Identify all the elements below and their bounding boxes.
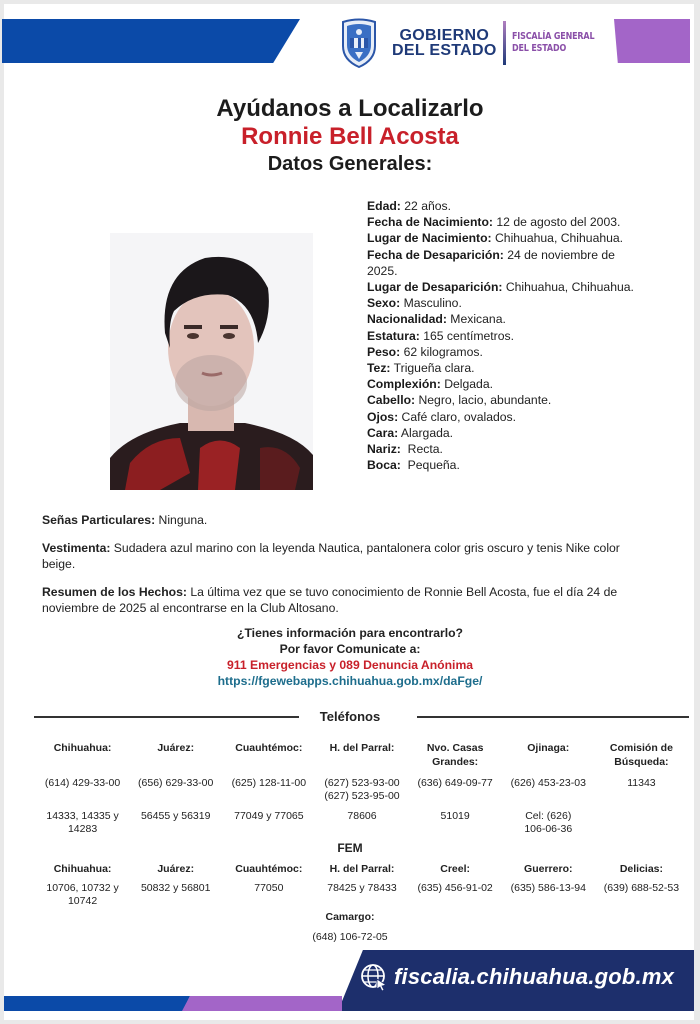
report-url-link[interactable]: https://fgewebapps.chihuahua.gob.mx/daFge/: [217, 674, 483, 688]
fem-header: Chihuahua:: [53, 863, 112, 875]
detail-value: Alargada.: [398, 425, 454, 440]
state-shield-icon: [340, 18, 378, 68]
detail-complexion-tone: [367, 360, 642, 376]
distinguishing-marks: [42, 512, 642, 528]
resumen-label: Resumen de los Hechos:: [42, 585, 187, 599]
detail-value: Masculino.: [400, 296, 462, 311]
detail-disappearance-place: [367, 279, 642, 295]
detail-value: Negro, lacio, abundante.: [415, 393, 552, 408]
header-purple-band: [614, 19, 690, 63]
senas-value: Ninguna.: [155, 513, 208, 527]
page-title: Ayúdanos a Localizarlo: [216, 95, 484, 122]
senas-label: Señas Particulares:: [42, 513, 156, 527]
detail-label: Cabello:: [367, 393, 416, 408]
phone-cell: (614) 429-33-00: [44, 777, 121, 789]
emergency-numbers: 911 Emergencias y 089 Denuncia Anónima: [226, 658, 474, 672]
detail-value: 24 de noviembre de 2025.: [367, 247, 615, 278]
detail-height: [367, 328, 642, 344]
detail-sex: [367, 295, 642, 311]
extension-cell: 56455 y 56319: [140, 810, 211, 822]
gobierno-wordmark: [392, 28, 497, 58]
extension-cell: Cel: (626) 106-06-36: [524, 810, 573, 835]
government-logo: [340, 18, 615, 68]
fem-header: H. del Parral:: [329, 863, 395, 875]
fem-cell: 10706, 10732 y 10742: [46, 882, 119, 907]
camargo-label: Camargo:: [325, 911, 375, 923]
logo-divider: [503, 21, 506, 65]
phone-cell: (656) 629-33-00: [138, 777, 214, 789]
agency-line1: FISCALÍA GENERAL: [511, 31, 595, 42]
phones-table-row: [36, 810, 688, 836]
person-photo: [110, 233, 313, 490]
detail-label: Ojos:: [367, 409, 399, 424]
detail-birthplace: [367, 230, 642, 246]
phones-header: H. del Parral:: [329, 742, 395, 754]
fem-cell: (639) 688-52-53: [603, 882, 680, 894]
detail-label: Edad:: [367, 199, 401, 213]
detail-hair: [367, 392, 642, 408]
globe-cursor-icon: [360, 963, 388, 991]
fem-cell: 50832 y 56801: [140, 882, 211, 894]
divider-right: [417, 716, 689, 718]
detail-weight: [367, 344, 642, 360]
fem-table-header: [36, 862, 688, 876]
phones-section-title: Teléfonos: [319, 709, 381, 724]
detail-label: Fecha de Desaparición:: [367, 247, 504, 262]
detail-value: Recta.: [400, 442, 443, 457]
extension-cell: 77049 y 77065: [234, 810, 304, 822]
phones-table-row: [36, 777, 688, 803]
detail-face: [367, 425, 642, 441]
extension-cell: 51019: [440, 810, 470, 822]
phones-table-header: [36, 741, 688, 769]
detail-nationality: [367, 311, 642, 327]
detail-label: Lugar de Desaparición:: [367, 280, 503, 295]
detail-value: 22 años.: [400, 199, 452, 213]
detail-value: Chihuahua, Chihuahua.: [491, 231, 624, 246]
facts-summary: [42, 584, 642, 616]
fem-cell: 78425 y 78433: [327, 882, 397, 894]
detail-label: Nacionalidad:: [367, 312, 447, 327]
extension-cell: [595, 810, 688, 836]
detail-value: Café claro, ovalados.: [398, 409, 517, 424]
fem-header: Juárez:: [157, 863, 195, 875]
gov-line1: GOBIERNO: [399, 27, 490, 44]
fem-header: Guerrero:: [524, 863, 573, 875]
contact-question: ¿Tienes información para encontrarlo?: [237, 626, 463, 640]
detail-label: Estatura:: [367, 328, 420, 343]
detail-label: Fecha de Nacimiento:: [367, 215, 493, 230]
vestimenta-label: Vestimenta:: [42, 541, 111, 555]
detail-label: Peso:: [367, 344, 401, 359]
phone-cell: (627) 523-93-00 (627) 523-95-00: [324, 777, 400, 802]
phones-header: Cuauhtémoc:: [235, 742, 303, 754]
detail-label: Sexo:: [367, 296, 401, 311]
detail-nose: [367, 441, 642, 457]
detail-value: 62 kilogramos.: [400, 344, 483, 359]
detail-label: Boca:: [367, 458, 401, 473]
person-name: Ronnie Bell Acosta: [241, 123, 459, 150]
phone-cell: 11343: [627, 777, 656, 789]
phone-cell: (636) 649-09-77: [417, 777, 493, 789]
detail-label: Nariz:: [367, 442, 401, 457]
fem-cell: (635) 456-91-02: [417, 882, 493, 894]
fiscalia-wordmark: [512, 31, 594, 55]
gov-line2: DEL ESTADO: [392, 42, 497, 59]
fem-header: Cuauhtémoc:: [235, 863, 303, 875]
footer-website-link[interactable]: [360, 963, 674, 991]
camargo-phone: (648) 106-72-05: [312, 931, 388, 943]
clothing: [42, 540, 642, 572]
extension-cell: 78606: [347, 810, 377, 822]
contact-please: Por favor Comunicate a:: [279, 642, 421, 656]
agency-line2: DEL ESTADO: [511, 43, 566, 54]
phones-header: Nvo. Casas Grandes:: [426, 742, 484, 768]
fem-table-row: [36, 882, 688, 908]
detail-label: Lugar de Nacimiento:: [367, 231, 492, 246]
footer-blue-band: [4, 996, 190, 1011]
detail-disappearance-date: [367, 247, 642, 279]
section-title-general-data: Datos Generales:: [267, 153, 433, 175]
detail-value: Pequeña.: [400, 458, 460, 473]
detail-value: 165 centímetros.: [419, 328, 514, 343]
fem-cell: 77050: [254, 882, 284, 894]
phone-cell: (625) 128-11-00: [231, 777, 307, 789]
detail-birthdate: [367, 214, 642, 230]
header-blue-band: [2, 19, 300, 63]
phones-header: Comisión de Búsqueda:: [609, 742, 673, 768]
phone-cell: (626) 453-23-03: [510, 777, 586, 789]
detail-label: Cara:: [367, 425, 399, 440]
detail-value: Trigueña clara.: [390, 361, 475, 376]
fem-cell: (635) 586-13-94: [510, 882, 586, 894]
footer-purple-band: [182, 996, 342, 1011]
extension-cell: 14333, 14335 y 14283: [46, 810, 119, 835]
vestimenta-value: Sudadera azul marino con la leyenda Nautica, pantalonera color gris oscuro y tenis Nike color beige.: [42, 541, 620, 571]
detail-label: Tez:: [367, 361, 391, 376]
detail-build: [367, 376, 642, 392]
detail-mouth: [367, 457, 642, 473]
phones-header: Ojinaga:: [527, 742, 570, 754]
detail-age: [367, 198, 642, 214]
detail-value: 12 de agosto del 2003.: [492, 215, 621, 230]
detail-label: Complexión:: [367, 377, 441, 392]
footer-website-text[interactable]: fiscalia.chihuahua.gob.mx: [394, 964, 675, 989]
fem-header: Creel:: [440, 863, 471, 875]
fem-header: Delicias:: [619, 863, 664, 875]
phones-header: Juárez:: [157, 742, 195, 754]
detail-value: Delgada.: [440, 377, 493, 392]
general-data-list: [367, 198, 642, 473]
fem-section-title: FEM: [337, 841, 363, 855]
resumen-value: La última vez que se tuvo conocimiento de Ronnie Bell Acosta, fue el día 24 de noviembre de 2025 al encontrarse en la Club Altosano.: [42, 585, 618, 615]
detail-eyes: [367, 409, 642, 425]
detail-value: Chihuahua, Chihuahua.: [502, 280, 634, 295]
detail-value: Mexicana.: [446, 312, 506, 327]
phones-header: Chihuahua:: [53, 742, 112, 754]
